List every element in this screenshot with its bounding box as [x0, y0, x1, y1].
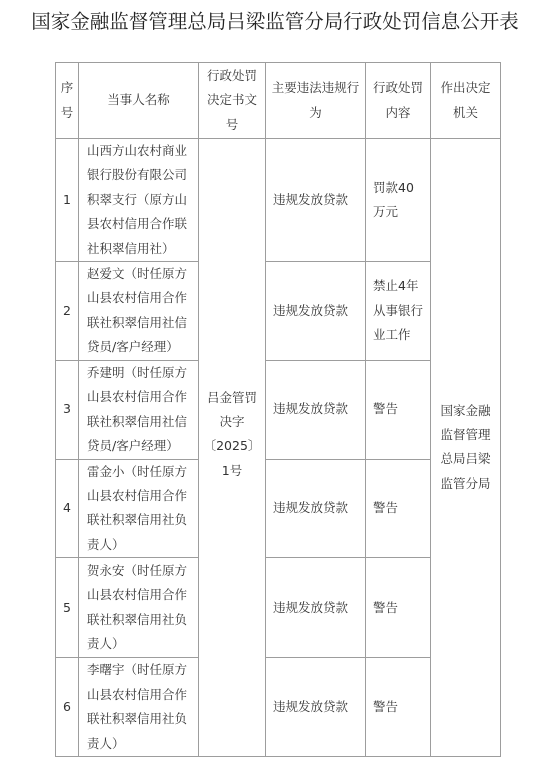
penalty-info-table [55, 62, 501, 757]
header-penalty [366, 63, 431, 139]
header-authority [431, 63, 501, 139]
party-name-cell [79, 459, 199, 558]
penalty-cell [366, 658, 431, 757]
row-index-cell: 2 [56, 262, 79, 361]
table-row [56, 139, 501, 262]
penalty-text: 警告 [373, 599, 399, 615]
row-index-cell: 5 [56, 558, 79, 658]
decision-number-text: 吕金管罚决字〔2025〕1号 [203, 389, 261, 478]
header-violation [266, 63, 366, 139]
party-name-cell [79, 658, 199, 757]
party-name-text: 贺永安（时任原方山县农村信用合作联社积翠信用社负责人） [87, 562, 188, 652]
penalty-cell [366, 459, 431, 558]
party-name-text: 乔建明（时任原方山县农村信用合作联社积翠信用社信贷员/客户经理） [87, 364, 188, 454]
violation-cell: 违规发放贷款 [266, 139, 366, 262]
header-party-name [79, 63, 199, 139]
party-name-cell [79, 262, 199, 361]
party-name-text: 雷金小（时任原方山县农村信用合作联社积翠信用社负责人） [87, 463, 188, 552]
violation-cell: 违规发放贷款 [266, 558, 366, 658]
party-name-cell [79, 360, 199, 459]
row-index-cell: 3 [56, 360, 79, 459]
page-title: 国家金融监督管理总局吕梁监管分局行政处罚信息公开表 [31, 10, 519, 33]
party-name-text: 山西方山农村商业银行股份有限公司积翠支行（原方山县农村信用合作联社积翠信用社） [87, 143, 188, 256]
party-name-text: 李曙宇（时任原方山县农村信用合作联社积翠信用社负责人） [87, 662, 188, 751]
header-authority-label: 作出决定机关 [440, 80, 491, 120]
penalty-text: 警告 [373, 500, 399, 516]
party-name-text: 赵爱文（时任原方山县农村信用合作联社积翠信用社信贷员/客户经理） [87, 266, 188, 355]
decision-number-cell [199, 139, 266, 757]
header-violation-label: 主要违法违规行为 [271, 80, 360, 120]
party-name-cell [79, 139, 199, 262]
header-index [56, 63, 79, 139]
penalty-cell [366, 558, 431, 658]
penalty-text: 警告 [373, 401, 399, 417]
header-decision-number-label: 行政处罚决定书文号 [206, 67, 257, 132]
row-index-cell: 6 [56, 658, 79, 757]
violation-cell: 违规发放贷款 [266, 459, 366, 558]
penalty-text: 警告 [373, 698, 399, 714]
table-body [56, 139, 501, 757]
header-penalty-label: 行政处罚内容 [372, 80, 423, 120]
violation-cell: 违规发放贷款 [266, 658, 366, 757]
authority-cell [431, 139, 501, 757]
penalty-cell [366, 262, 431, 361]
violation-cell: 违规发放贷款 [266, 360, 366, 459]
penalty-cell [366, 139, 431, 262]
row-index-cell: 1 [56, 139, 79, 262]
header-row [56, 63, 501, 139]
header-decision-number [199, 63, 266, 139]
penalty-text: 罚款40万元 [373, 179, 414, 220]
penalty-cell [366, 360, 431, 459]
header-party-name-label: 当事人名称 [107, 92, 170, 108]
violation-cell: 违规发放贷款 [266, 262, 366, 361]
party-name-cell [79, 558, 199, 658]
row-index-cell: 4 [56, 459, 79, 558]
table-header [56, 63, 501, 139]
penalty-text: 禁止4年从事银行业工作 [373, 278, 424, 343]
authority-text: 国家金融监督管理总局吕梁监管分局 [440, 402, 491, 491]
header-index-label: 序号 [60, 80, 74, 120]
